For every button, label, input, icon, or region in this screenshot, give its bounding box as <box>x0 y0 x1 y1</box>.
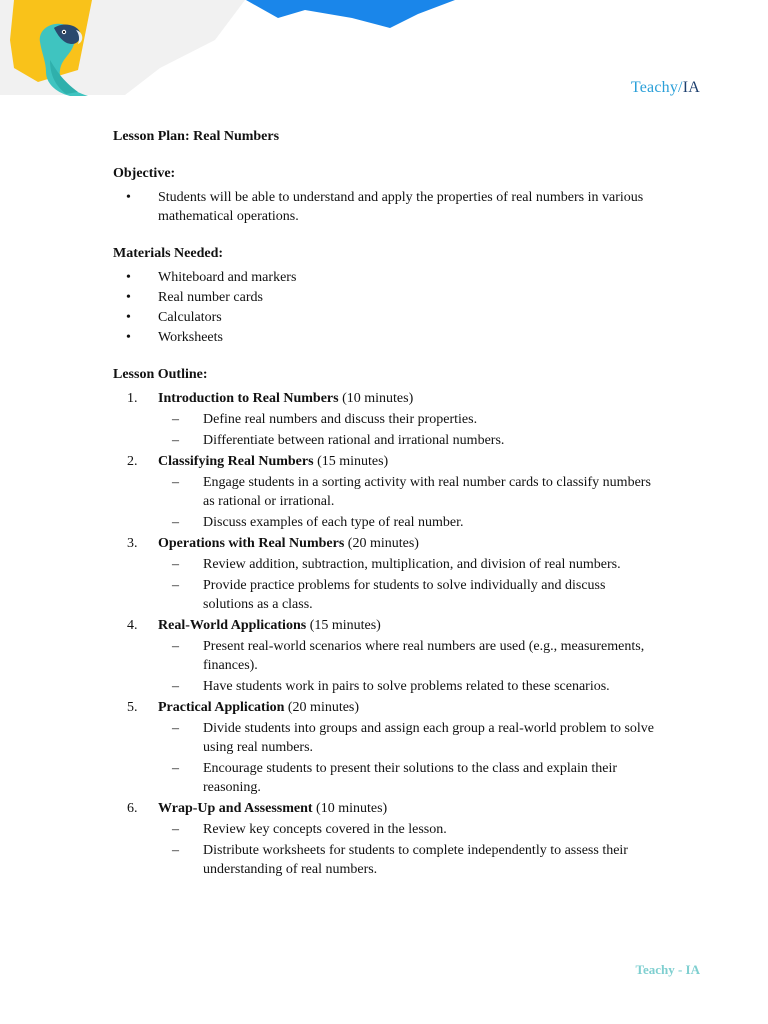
step-details <box>158 473 658 532</box>
list-item <box>158 473 658 511</box>
material-text: Whiteboard and markers <box>158 270 297 285</box>
lesson-plan-document <box>113 127 658 897</box>
objective-text: Students will be able to understand and apply the properties of real numbers in various mathematical operations. <box>158 190 644 224</box>
material-text: Calculators <box>158 310 222 325</box>
bullet-icon: • <box>126 190 131 205</box>
step-details <box>158 820 658 879</box>
step-title: Operations with Real Numbers <box>158 536 345 551</box>
list-item <box>158 677 658 696</box>
step-details <box>158 555 658 614</box>
list-item <box>113 288 658 307</box>
step-duration: (15 minutes) <box>317 454 389 469</box>
objective-section <box>113 164 658 226</box>
detail-text: Engage students in a sorting activity with real number cards to classify numbers as rational or irrational. <box>203 475 651 509</box>
detail-text: Provide practice problems for students to solve individually and discuss solutions as a class. <box>203 578 606 612</box>
outline-heading: Lesson Outline: <box>113 367 208 382</box>
list-item <box>113 308 658 327</box>
step-details <box>158 410 658 450</box>
brand-logo <box>631 79 700 97</box>
step-title: Introduction to Real Numbers <box>158 391 339 406</box>
step-duration: (10 minutes) <box>342 391 414 406</box>
materials-section <box>113 244 658 347</box>
list-item <box>158 759 658 797</box>
detail-text: Present real-world scenarios where real numbers are used (e.g., measurements, finances). <box>203 639 645 673</box>
list-item <box>158 431 658 450</box>
dash-icon: – <box>172 412 179 427</box>
outline-step <box>113 799 658 879</box>
header-decoration <box>0 0 460 100</box>
step-title: Wrap-Up and Assessment <box>158 801 313 816</box>
step-number: 2. <box>127 454 138 469</box>
outline-step <box>113 452 658 532</box>
bullet-icon: • <box>126 290 131 305</box>
brand-suffix: IA <box>682 79 700 96</box>
bullet-icon: • <box>126 270 131 285</box>
dash-icon: – <box>172 843 179 858</box>
material-text: Worksheets <box>158 330 223 345</box>
list-item <box>158 719 658 757</box>
step-duration: (20 minutes) <box>287 700 360 715</box>
materials-heading: Materials Needed: <box>113 246 224 261</box>
dash-icon: – <box>172 721 179 736</box>
footer-brand: Teachy - IA <box>635 962 700 977</box>
step-title: Real-World Applications <box>158 618 307 633</box>
dash-icon: – <box>172 639 179 654</box>
outline-step <box>113 616 658 696</box>
detail-text: Review addition, subtraction, multiplication, and division of real numbers. <box>203 557 621 572</box>
blue-banner <box>246 0 455 28</box>
detail-text: Distribute worksheets for students to complete independently to assess their understanding of real numbers. <box>203 843 628 877</box>
step-duration: (10 minutes) <box>316 801 388 816</box>
detail-text: Define real numbers and discuss their properties. <box>203 412 478 427</box>
materials-list <box>113 268 658 347</box>
list-item <box>158 555 658 574</box>
list-item <box>158 513 658 532</box>
step-number: 4. <box>127 618 138 633</box>
brand-separator: / <box>678 79 683 96</box>
detail-text: Discuss examples of each type of real number. <box>203 515 464 530</box>
step-number: 6. <box>127 801 138 816</box>
detail-text: Encourage students to present their solutions to the class and explain their reasoning. <box>203 761 618 795</box>
step-number: 1. <box>127 391 138 406</box>
step-title: Classifying Real Numbers <box>158 454 314 469</box>
brand-name: Teachy <box>630 79 679 96</box>
material-text: Real number cards <box>158 290 263 305</box>
dash-icon: – <box>172 761 179 776</box>
outline-list <box>113 389 658 879</box>
dash-icon: – <box>172 822 179 837</box>
objective-heading: Objective: <box>113 166 176 181</box>
dash-icon: – <box>172 578 179 593</box>
outline-section <box>113 365 658 879</box>
list-item <box>158 576 658 614</box>
outline-step <box>113 698 658 797</box>
detail-text: Divide students into groups and assign each group a real-world problem to solve using real numbers. <box>203 721 655 755</box>
list-item <box>113 328 658 347</box>
outline-step <box>113 389 658 450</box>
list-item <box>158 637 658 675</box>
detail-text: Differentiate between rational and irrational numbers. <box>203 433 505 448</box>
step-duration: (15 minutes) <box>309 618 381 633</box>
list-item <box>158 820 658 839</box>
step-details <box>158 719 658 797</box>
step-duration: (20 minutes) <box>347 536 419 551</box>
step-number: 3. <box>127 536 138 551</box>
list-item <box>113 188 658 226</box>
step-details <box>158 637 658 696</box>
bullet-icon: • <box>126 330 131 345</box>
outline-step <box>113 534 658 614</box>
detail-text: Have students work in pairs to solve problems related to these scenarios. <box>203 679 610 694</box>
step-title: Practical Application <box>158 700 285 715</box>
document-title: Lesson Plan: Real Numbers <box>113 129 280 144</box>
dash-icon: – <box>172 433 179 448</box>
dash-icon: – <box>172 557 179 572</box>
bullet-icon: • <box>126 310 131 325</box>
step-number: 5. <box>127 700 138 715</box>
objective-list <box>113 188 658 226</box>
dash-icon: – <box>172 679 179 694</box>
list-item <box>158 410 658 429</box>
dash-icon: – <box>172 475 179 490</box>
list-item <box>113 268 658 287</box>
detail-text: Review key concepts covered in the lesson. <box>203 822 447 837</box>
dash-icon: – <box>172 515 179 530</box>
list-item <box>158 841 658 879</box>
